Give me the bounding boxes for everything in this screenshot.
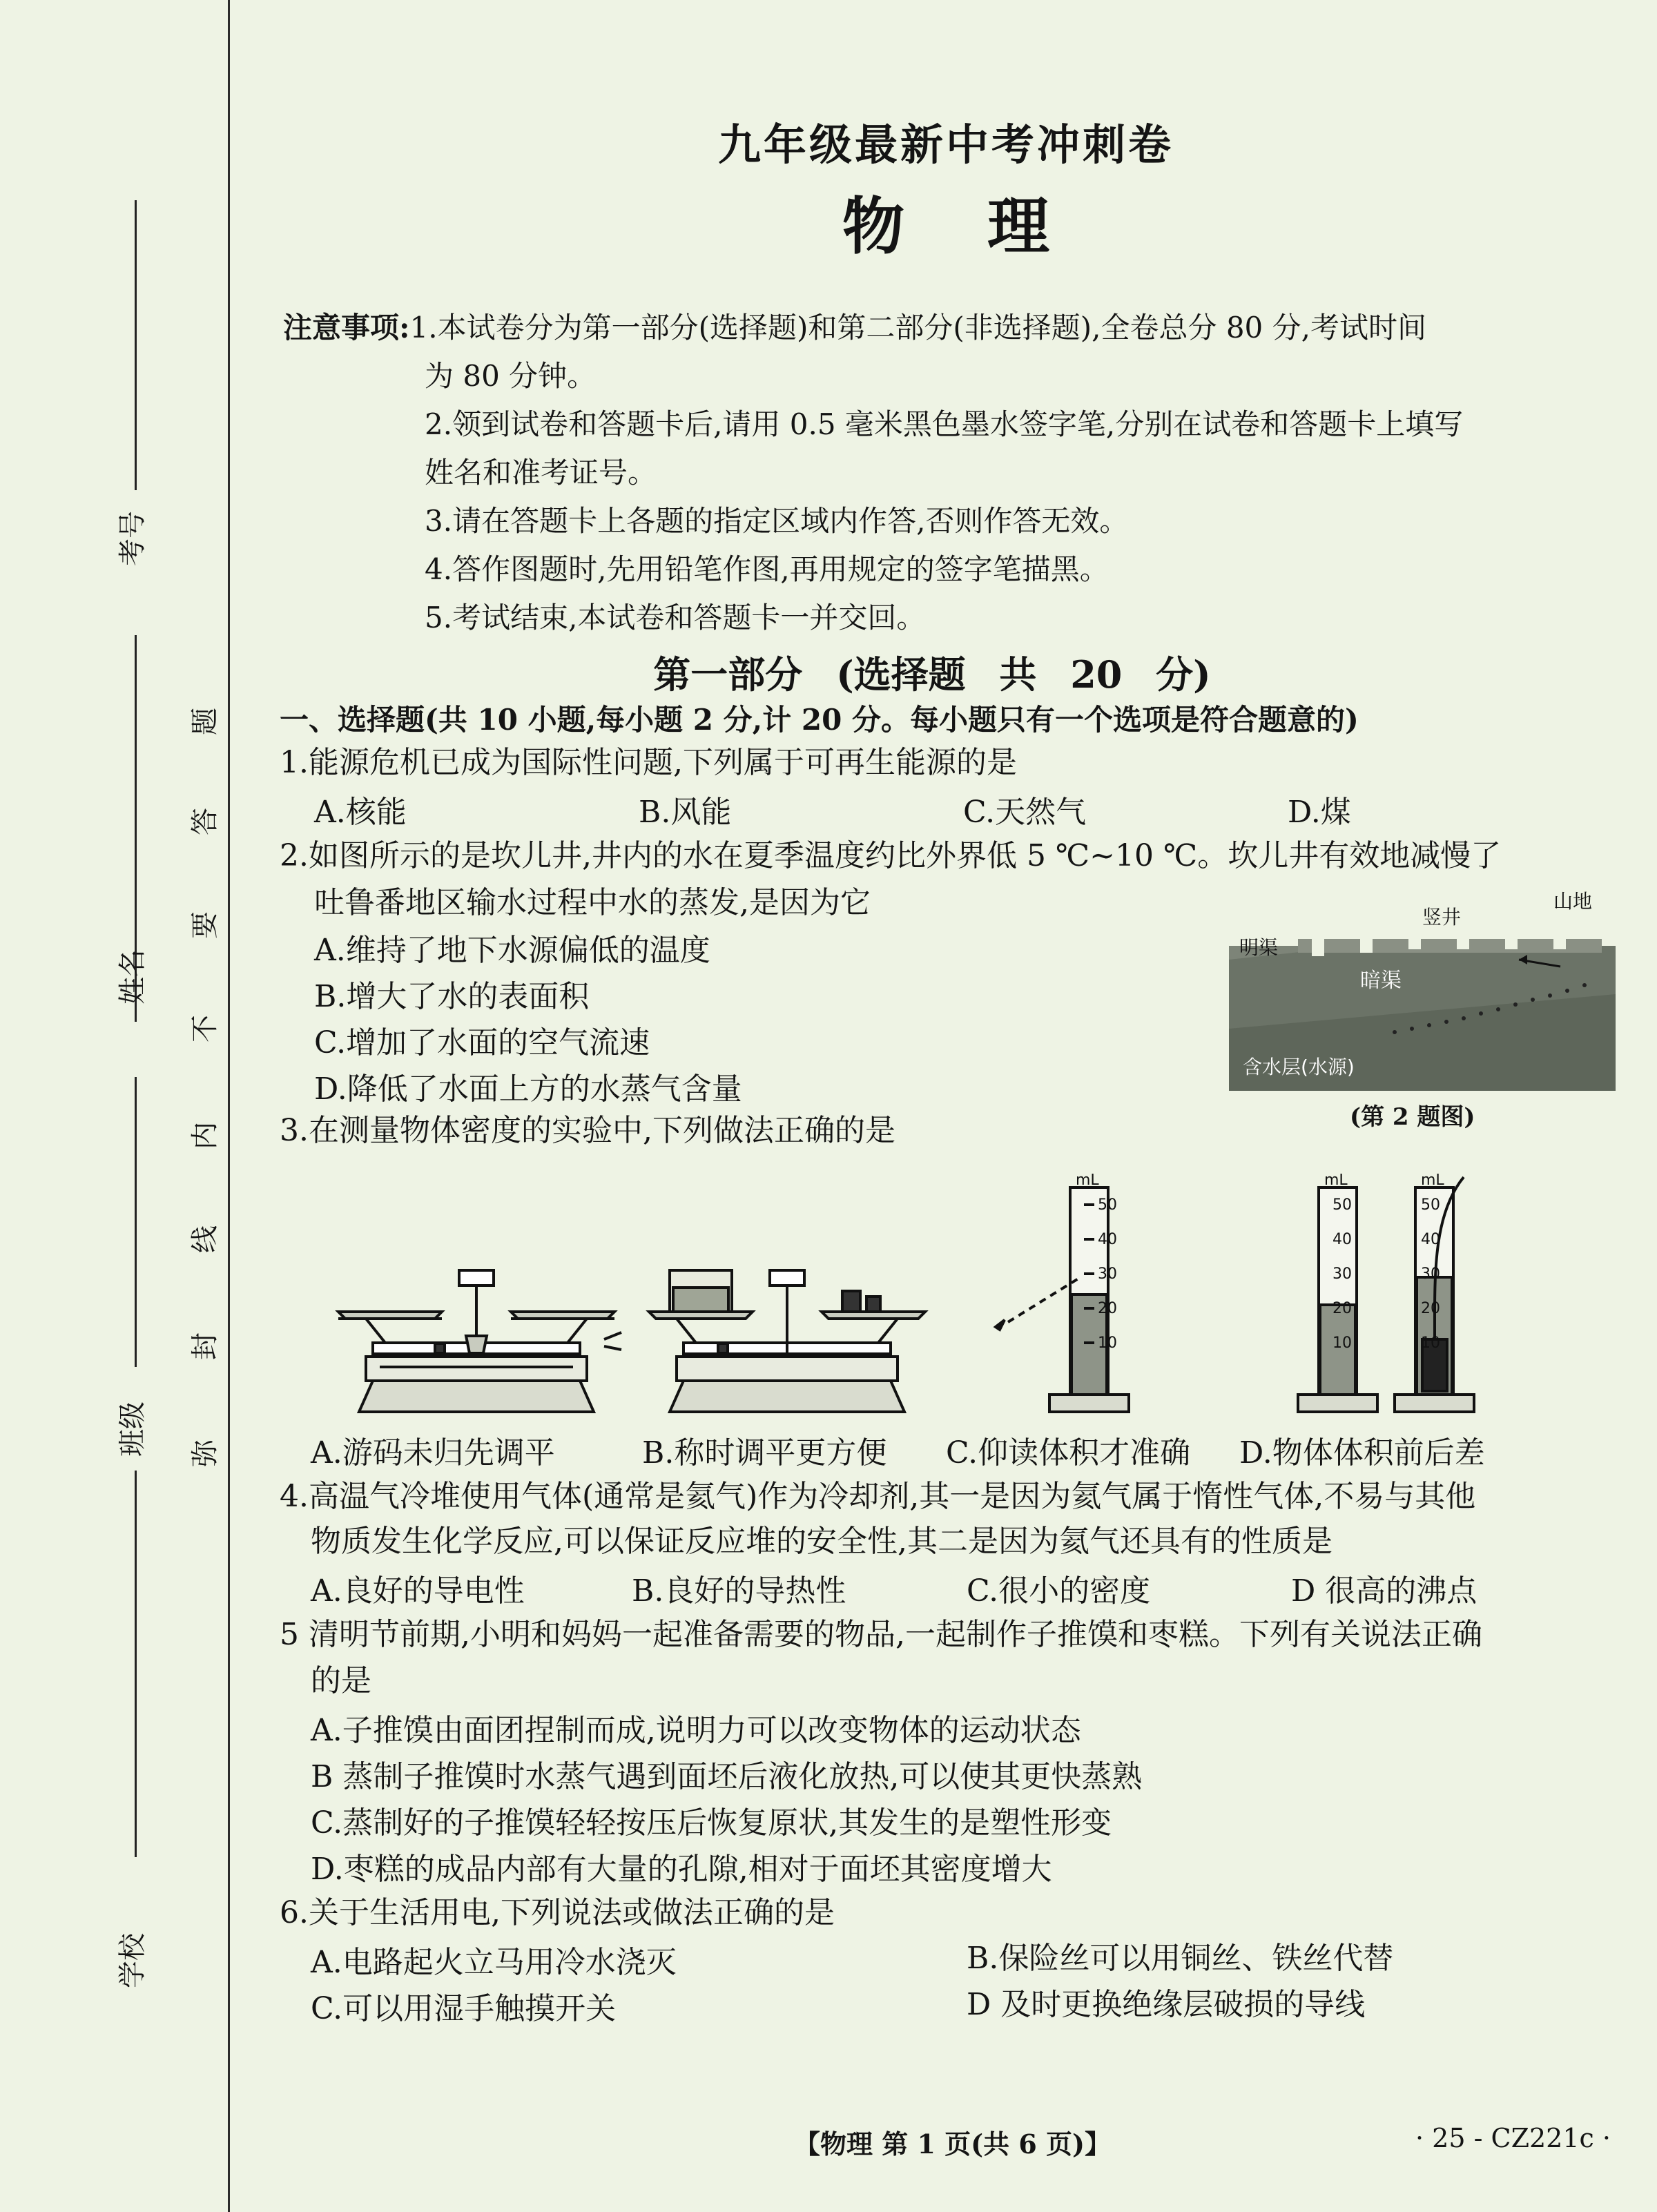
- question-2-stem-cont: 吐鲁番地区输水过程中水的蒸发,是因为它: [314, 885, 871, 920]
- question-5-stem: 5 清明节前期,小明和妈妈一起准备需要的物品,一起制作子推馍和枣糕。下列有关说法正确: [280, 1617, 1482, 1652]
- margin-warning-char: 封: [189, 1332, 221, 1360]
- q6-option-c: C.可以用湿手触摸开关: [311, 1991, 617, 2026]
- q3-figures: [331, 1174, 1622, 1422]
- q2-option-a: A.维持了地下水源偏低的温度: [314, 933, 710, 968]
- question-4-stem: 4.高温气冷堆使用气体(通常是氦气)作为冷却剂,其一是因为氦气属于惰性气体,不易与其他: [280, 1479, 1476, 1514]
- question-5-stem-cont: 的是: [311, 1663, 371, 1698]
- note-item: 2.领到试卷和答题卡后,请用 0.5 毫米黑色墨水签字笔,分别在试卷和答题卡上填写: [425, 407, 1464, 441]
- exam-no-label: 考号: [117, 511, 148, 566]
- cylinder-d2-unit: mL: [1421, 1174, 1444, 1189]
- part1-heading: 第一部分 (选择题 共 20 分): [653, 652, 1211, 697]
- section-heading: 一、选择题(共 10 小题,每小题 2 分,计 20 分。每小题只有一个选项是符合题意的): [280, 703, 1359, 737]
- q3-option-b: B.称时调平更方便: [642, 1435, 887, 1471]
- cylinder-d2-tick: 50: [1421, 1196, 1440, 1214]
- cylinder-d2-tick: 10: [1421, 1335, 1440, 1352]
- q4-option-c: C.很小的密度: [967, 1573, 1151, 1609]
- note-item: 5.考试结束,本试卷和答题卡一并交回。: [425, 601, 926, 634]
- margin-warning-char: 内: [189, 1122, 221, 1149]
- karez-diagram: [1229, 891, 1616, 1091]
- question-4-stem-cont: 物质发生化学反应,可以保证反应堆的安全性,其二是因为氦气还具有的性质是: [311, 1524, 1333, 1559]
- page-footer: 【物理 第 1 页(共 6 页)】: [794, 2128, 1111, 2160]
- class-label: 班级: [117, 1401, 148, 1457]
- balance-b-illustration: [649, 1270, 925, 1412]
- margin-warning-char: 不: [189, 1015, 221, 1042]
- q6-option-a: A.电路起火立马用冷水浇灭: [311, 1945, 677, 1980]
- q5-option-c: C.蒸制好的子推馍轻轻按压后恢复原状,其发生的是塑性形变: [311, 1805, 1112, 1841]
- cylinder-d2-tick: 30: [1421, 1265, 1440, 1283]
- school-blank-line: [135, 1471, 137, 1857]
- cylinder-d1-tick: 30: [1333, 1265, 1352, 1283]
- margin-warning-char: 题: [189, 708, 221, 735]
- margin-warning-char: 弥: [189, 1439, 221, 1467]
- q4-option-d: D 很高的沸点: [1291, 1573, 1477, 1609]
- cylinder-c-unit: mL: [1076, 1174, 1099, 1189]
- balance-a-illustration: [338, 1270, 621, 1412]
- note-item: 3.请在答题卡上各题的指定区域内作答,否则作答无效。: [425, 504, 1129, 538]
- cylinder-d1-unit: mL: [1324, 1174, 1348, 1189]
- q1-option-a: A.核能: [314, 795, 407, 830]
- school-label: 学校: [117, 1933, 148, 1988]
- q1-option-b: B.风能: [639, 795, 732, 830]
- q4-option-b: B.良好的导热性: [632, 1573, 846, 1609]
- margin-warning-char: 答: [189, 808, 221, 835]
- cylinder-d1-tick: 10: [1333, 1335, 1352, 1352]
- q5-option-b: B 蒸制子推馍时水蒸气遇到面坯后液化放热,可以使其更快蒸熟: [311, 1759, 1143, 1794]
- exam-title: 九年级最新中考冲刺卷: [717, 119, 1174, 170]
- cylinder-d2-tick: 40: [1421, 1231, 1440, 1248]
- name-label: 姓名: [117, 949, 148, 1005]
- cylinder-d1-tick: 20: [1333, 1300, 1352, 1317]
- exam-no-blank-line: [135, 200, 137, 490]
- margin-warning-char: 要: [189, 911, 221, 939]
- cylinder-c-tick: 40: [1098, 1231, 1117, 1248]
- q1-option-d: D.煤: [1288, 795, 1351, 830]
- q3-option-d: D.物体体积前后差: [1239, 1435, 1485, 1471]
- q3-option-c: C.仰读体积才准确: [946, 1435, 1191, 1471]
- q2-figure-caption: (第 2 题图): [1350, 1103, 1475, 1131]
- karez-label-mountain: 山地: [1553, 891, 1593, 913]
- cylinder-c-tick: 30: [1098, 1265, 1117, 1283]
- question-3-stem: 3.在测量物体密度的实验中,下列做法正确的是: [280, 1113, 895, 1148]
- notes-label: 注意事项:: [283, 311, 410, 345]
- q4-option-a: A.良好的导电性: [311, 1573, 525, 1609]
- paper-code: · 25 - CZ221c ·: [1415, 2123, 1611, 2153]
- karez-figure: [1229, 891, 1616, 1091]
- question-1-stem: 1.能源危机已成为国际性问题,下列属于可再生能源的是: [280, 745, 1017, 780]
- cylinder-d1-tick: 40: [1333, 1231, 1352, 1248]
- cylinder-c-tick: 20: [1098, 1300, 1117, 1317]
- cylinder-d1-tick: 50: [1333, 1196, 1352, 1214]
- note-item: 姓名和准考证号。: [425, 456, 657, 489]
- q3-figures-svg: [331, 1174, 1622, 1422]
- cylinder-c-tick: 50: [1098, 1196, 1117, 1214]
- q1-option-c: C.天然气: [963, 795, 1087, 830]
- question-6-stem: 6.关于生活用电,下列说法或做法正确的是: [280, 1895, 835, 1930]
- margin-warning-char: 线: [189, 1225, 221, 1253]
- q5-option-d: D.枣糕的成品内部有大量的孔隙,相对于面坯其密度增大: [311, 1852, 1052, 1887]
- karez-label-dark-channel: 暗渠: [1360, 969, 1402, 993]
- karez-label-open-channel: 明渠: [1239, 936, 1279, 959]
- q2-option-c: C.增加了水面的空气流速: [314, 1025, 650, 1060]
- karez-label-aquifer: 含水层(水源): [1243, 1056, 1355, 1078]
- q3-option-a: A.游码未归先调平: [311, 1435, 555, 1471]
- subject-title: 物理: [842, 190, 1132, 263]
- class-blank-line: [135, 1077, 137, 1367]
- note-item: 为 80 分钟。: [425, 359, 597, 393]
- question-2-stem: 2.如图所示的是坎儿井,井内的水在夏季温度约比外界低 5 ℃~10 ℃。坎儿井有效地减慢了: [280, 838, 1502, 873]
- q6-option-b: B.保险丝可以用铜丝、铁丝代替: [967, 1941, 1394, 1976]
- notes-block: [283, 304, 1616, 642]
- q2-option-b: B.增大了水的表面积: [314, 979, 590, 1014]
- q5-option-a: A.子推馍由面团捏制而成,说明力可以改变物体的运动状态: [311, 1713, 1081, 1748]
- karez-label-shaft: 竖井: [1422, 906, 1462, 929]
- cylinders-d-illustration: [1298, 1177, 1474, 1412]
- q6-option-d: D 及时更换绝缘层破损的导线: [967, 1987, 1366, 2022]
- note-item: 1.本试卷分为第一部分(选择题)和第二部分(非选择题),全卷总分 80 分,考试时间: [409, 311, 1426, 345]
- q2-option-d: D.降低了水面上方的水蒸气含量: [314, 1071, 742, 1107]
- cylinder-c-tick: 10: [1098, 1335, 1117, 1352]
- binding-margin-line: [228, 0, 230, 2212]
- cylinder-d2-tick: 20: [1421, 1300, 1440, 1317]
- note-item: 4.答作图题时,先用铅笔作图,再用规定的签字笔描黑。: [425, 552, 1109, 586]
